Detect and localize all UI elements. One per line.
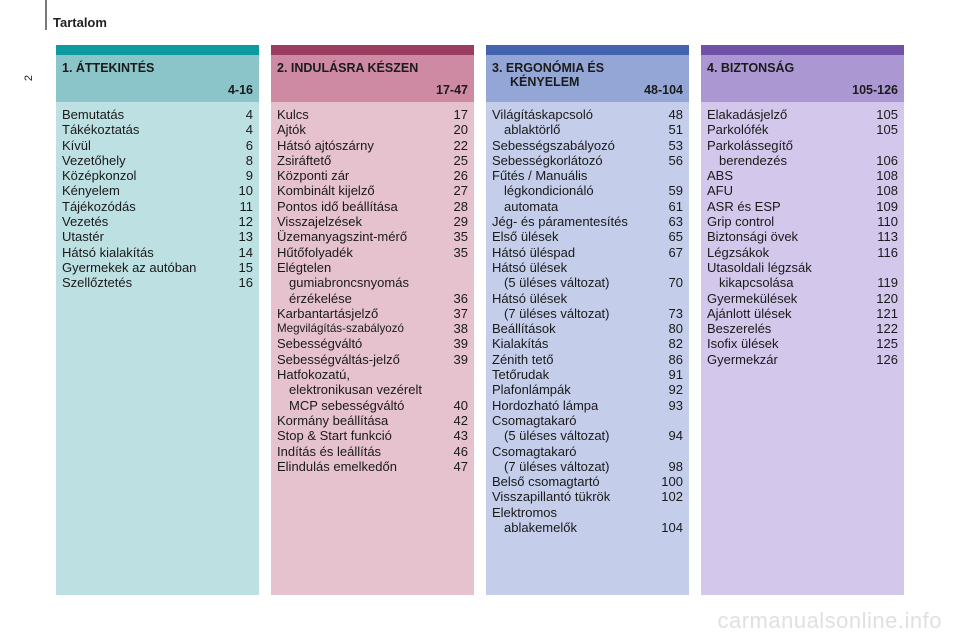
toc-entry-label: Központi zár — [277, 168, 350, 184]
toc-entry[interactable] — [277, 183, 468, 198]
toc-entry[interactable] — [707, 122, 898, 137]
toc-entry-label: Sebességváltó — [277, 336, 363, 352]
toc-entry[interactable] — [277, 336, 468, 351]
section-page-range: 4-16 — [227, 83, 253, 97]
toc-entry-label: Elakadásjelző — [707, 107, 788, 122]
toc-entry[interactable] — [277, 122, 468, 137]
toc-entry-page: 110 — [877, 214, 898, 230]
toc-entry-label: Elektromos — [492, 504, 558, 520]
toc-entry[interactable] — [277, 428, 468, 443]
toc-entry[interactable] — [277, 321, 468, 336]
toc-entry-page — [679, 168, 683, 183]
toc-entry[interactable] — [492, 444, 683, 459]
section-column-4 — [701, 45, 904, 595]
toc-entry[interactable] — [492, 291, 683, 306]
toc-entry[interactable] — [277, 413, 468, 428]
toc-entry-page — [894, 138, 898, 153]
toc-entry-page: 67 — [668, 244, 683, 260]
toc-entry[interactable] — [707, 260, 898, 275]
toc-entry-label: légkondicionáló — [504, 183, 594, 199]
toc-entry-label: Ajánlott ülések — [707, 305, 792, 321]
toc-entry-page: 105 — [876, 107, 898, 122]
toc-entry[interactable] — [277, 168, 468, 183]
toc-entry[interactable] — [62, 138, 253, 153]
toc-list — [271, 102, 474, 474]
toc-entry-label: Tájékozódás — [62, 198, 136, 214]
toc-entry-label: (5 üléses változat) — [504, 275, 610, 291]
toc-entry-page: 39 — [453, 351, 468, 367]
toc-entry-label: ABS — [707, 168, 734, 184]
toc-entry[interactable] — [492, 245, 683, 260]
toc-entry-page: 113 — [877, 229, 898, 245]
toc-entry-label: Hátsó kialakítás — [62, 244, 154, 260]
toc-entry-label: Tetőrudak — [492, 367, 550, 383]
toc-entry-label: Indítás és leállítás — [277, 443, 382, 459]
toc-entry-page: 13 — [238, 229, 253, 245]
toc-entry-page: 92 — [668, 382, 683, 398]
toc-entry-page: 4 — [245, 107, 253, 122]
section-column-2 — [271, 45, 474, 595]
toc-entry[interactable] — [277, 306, 468, 321]
toc-entry[interactable] — [492, 382, 683, 397]
toc-entry-label: elektronikusan vezérelt — [289, 382, 422, 398]
toc-entry[interactable] — [492, 336, 683, 351]
toc-entry[interactable] — [492, 168, 683, 183]
toc-entry[interactable] — [492, 321, 683, 336]
side-rule — [45, 0, 47, 30]
toc-entry-label: berendezés — [719, 152, 787, 168]
toc-entry[interactable] — [492, 122, 683, 137]
toc-entry-label: Belső csomagtartó — [492, 474, 600, 490]
toc-entry-page: 73 — [668, 305, 683, 321]
section-color-bar — [701, 45, 904, 55]
toc-entry-page: 16 — [238, 275, 253, 291]
toc-entry-page: 35 — [453, 244, 468, 260]
toc-entry[interactable] — [492, 214, 683, 229]
toc-entry[interactable] — [707, 306, 898, 321]
toc-entry-page: 6 — [245, 137, 253, 153]
toc-entry[interactable] — [707, 214, 898, 229]
toc-entry[interactable] — [62, 168, 253, 183]
toc-entry[interactable] — [492, 260, 683, 275]
toc-entry-label: Utasoldali légzsák — [707, 259, 812, 275]
toc-entry[interactable] — [707, 275, 898, 290]
toc-entry-label: Jég- és páramentesítés — [492, 214, 628, 230]
toc-entry-label: Sebességkorlátozó — [492, 152, 603, 168]
toc-entry[interactable] — [707, 107, 898, 122]
toc-list — [486, 102, 689, 535]
toc-entry[interactable] — [277, 444, 468, 459]
toc-entry-label: Tákékoztatás — [62, 122, 140, 138]
toc-entry-label: Gyermekülések — [707, 290, 798, 306]
toc-entry[interactable] — [492, 428, 683, 443]
toc-entry-page: 11 — [239, 198, 253, 214]
toc-entry-page: 94 — [668, 428, 683, 444]
toc-entry[interactable] — [62, 107, 253, 122]
toc-entry[interactable] — [62, 183, 253, 198]
toc-entry-label: Zsiráftető — [277, 152, 332, 168]
toc-entry[interactable] — [62, 245, 253, 260]
toc-entry-label: Plafonlámpák — [492, 382, 571, 398]
toc-entry-page: 108 — [876, 168, 898, 184]
toc-entry[interactable] — [492, 352, 683, 367]
toc-entry-page: 53 — [668, 137, 683, 153]
toc-entry-label: Hűtőfolyadék — [277, 244, 353, 260]
toc-entry-label: Világításkapcsoló — [492, 107, 593, 122]
section-title: 1. ÁTTEKINTÉS — [62, 61, 155, 75]
toc-entry-label: Parkolófék — [707, 122, 769, 138]
toc-entry[interactable] — [492, 398, 683, 413]
toc-entry-page — [679, 260, 683, 275]
toc-entry-page: 108 — [876, 183, 898, 199]
toc-entry-label: érzékelése — [289, 290, 352, 306]
toc-entry[interactable] — [62, 260, 253, 275]
toc-entry[interactable] — [62, 229, 253, 244]
toc-entry-page: 17 — [453, 107, 468, 122]
toc-entry[interactable] — [707, 229, 898, 244]
section-page-range: 105-126 — [852, 83, 898, 97]
toc-entry[interactable] — [62, 199, 253, 214]
toc-entry-label: Beszerelés — [707, 321, 772, 337]
toc-entry-page: 10 — [238, 183, 253, 199]
toc-entry-label: MCP sebességváltó — [289, 397, 405, 413]
toc-entry-label: Ajtók — [277, 122, 306, 138]
section-page-range: 48-104 — [644, 83, 683, 97]
toc-entry-label: Kényelem — [62, 183, 120, 199]
toc-entry-label: Utastér — [62, 229, 104, 245]
toc-entry-label: Parkolássegítő — [707, 137, 793, 153]
toc-entry-label: Vezetés — [62, 214, 109, 230]
toc-entry-page: 12 — [238, 214, 253, 230]
toc-entry-page: 126 — [876, 351, 898, 367]
toc-entry-label: Sebességváltás-jelző — [277, 351, 400, 367]
toc-entry[interactable] — [277, 229, 468, 244]
toc-entry-page: 109 — [876, 198, 898, 214]
toc-entry-page: 65 — [668, 229, 683, 245]
toc-entry-page: 63 — [668, 214, 683, 230]
toc-entry[interactable] — [707, 321, 898, 336]
toc-entry-page: 20 — [453, 122, 468, 138]
toc-entry-label: Első ülések — [492, 229, 559, 245]
page-title: Tartalom — [53, 15, 107, 30]
toc-entry-label: ablakemelők — [504, 520, 577, 536]
section-title-line2: KÉNYELEM — [510, 75, 580, 89]
section-color-bar — [271, 45, 474, 55]
toc-entry-page: 36 — [453, 290, 468, 306]
toc-entry-label: Sebességszabályozó — [492, 137, 615, 153]
toc-entry-label: Visszajelzések — [277, 214, 363, 230]
toc-entry-page: 14 — [238, 244, 253, 260]
toc-entry[interactable] — [492, 229, 683, 244]
toc-entry-page: 47 — [453, 458, 468, 474]
toc-entry-page: 39 — [453, 336, 468, 352]
section-header[interactable] — [486, 55, 689, 102]
toc-entry-page: 40 — [453, 397, 468, 413]
toc-entry-page — [679, 444, 683, 459]
toc-entry[interactable] — [492, 107, 683, 122]
toc-entry-label: Bemutatás — [62, 107, 125, 122]
toc-entry-page — [679, 505, 683, 520]
toc-entry-label: (7 üléses változat) — [504, 305, 610, 321]
toc-entry[interactable] — [277, 291, 468, 306]
toc-entry-page: 48 — [668, 107, 683, 122]
toc-entry-page — [679, 291, 683, 306]
toc-entry-page: 43 — [453, 428, 468, 444]
toc-entry-page: 22 — [453, 137, 468, 153]
toc-entry-label: Beállítások — [492, 321, 556, 337]
toc-entry-label: Hátsó üléspad — [492, 244, 576, 260]
toc-entry-page: 120 — [876, 290, 898, 306]
toc-entry-label: (5 üléses változat) — [504, 428, 610, 444]
toc-entry-label: Karbantartásjelző — [277, 305, 379, 321]
toc-entry-page: 4 — [245, 122, 253, 138]
toc-list — [701, 102, 904, 367]
toc-entry-page: 28 — [453, 198, 468, 214]
toc-entry-label: Kialakítás — [492, 336, 549, 352]
toc-entry[interactable] — [492, 275, 683, 290]
toc-entry-label: Biztonsági övek — [707, 229, 799, 245]
toc-entry-page — [464, 260, 468, 275]
toc-entry-label: Középkonzol — [62, 168, 137, 184]
toc-entry-label: Isofix ülések — [707, 336, 779, 352]
toc-entry[interactable] — [277, 352, 468, 367]
toc-entry-page: 105 — [876, 122, 898, 138]
section-header[interactable] — [701, 55, 904, 102]
toc-entry-label: Hátsó ülések — [492, 290, 568, 306]
toc-entry-label: Stop & Start funkció — [277, 428, 392, 444]
section-column-1 — [56, 45, 259, 595]
section-title: 4. BIZTONSÁG — [707, 61, 795, 75]
toc-entry-page — [464, 275, 468, 290]
toc-entry-page: 61 — [668, 198, 683, 214]
toc-entry[interactable] — [277, 107, 468, 122]
toc-entry-label: Hátsó ajtószárny — [277, 137, 374, 153]
toc-entry-page: 80 — [668, 321, 683, 337]
toc-entry-page: 104 — [661, 520, 683, 536]
section-page-range: 17-47 — [436, 83, 468, 97]
toc-entry[interactable] — [277, 138, 468, 153]
toc-entry-label: Megvilágítás-szabályozó — [277, 322, 404, 336]
toc-entry-page — [464, 382, 468, 397]
toc-entry[interactable] — [62, 122, 253, 137]
toc-entry-page: 122 — [876, 321, 898, 337]
toc-entry-page: 37 — [453, 305, 468, 321]
section-color-bar — [486, 45, 689, 55]
toc-entry-page: 91 — [668, 367, 683, 383]
toc-entry[interactable] — [492, 505, 683, 520]
section-header[interactable] — [56, 55, 259, 102]
toc-entry[interactable] — [277, 214, 468, 229]
toc-entry-label: Szellőztetés — [62, 275, 133, 291]
toc-entry-label: Gyermekek az autóban — [62, 259, 197, 275]
toc-entry-page: 106 — [876, 152, 898, 168]
toc-entry-page: 27 — [453, 183, 468, 199]
toc-entry[interactable] — [492, 183, 683, 198]
toc-entry-page: 56 — [668, 152, 683, 168]
toc-entry[interactable] — [277, 153, 468, 168]
toc-entry[interactable] — [492, 413, 683, 428]
toc-entry[interactable] — [707, 199, 898, 214]
toc-entry[interactable] — [707, 183, 898, 198]
toc-entry-page: 51 — [668, 122, 683, 138]
toc-entry-page: 102 — [661, 489, 683, 505]
toc-entry[interactable] — [707, 336, 898, 351]
toc-entry-page — [464, 367, 468, 382]
toc-entry-page: 121 — [876, 305, 898, 321]
toc-entry[interactable] — [707, 291, 898, 306]
toc-entry-page: 125 — [876, 336, 898, 352]
toc-entry[interactable] — [707, 138, 898, 153]
toc-entry-page: 70 — [668, 275, 683, 291]
toc-entry-page: 15 — [238, 259, 253, 275]
toc-entry[interactable] — [277, 382, 468, 397]
toc-entry[interactable] — [277, 367, 468, 382]
toc-entry-label: Grip control — [707, 214, 775, 230]
toc-entry[interactable] — [707, 352, 898, 367]
toc-entry[interactable] — [277, 245, 468, 260]
toc-entry-label: Hatfokozatú, — [277, 367, 350, 383]
toc-entry[interactable] — [277, 199, 468, 214]
toc-entry-page — [894, 260, 898, 275]
toc-entry[interactable] — [492, 489, 683, 504]
toc-entry-label: (7 üléses változat) — [504, 458, 610, 474]
toc-entry-page: 26 — [453, 168, 468, 184]
toc-entry-label: Kombinált kijelző — [277, 183, 375, 199]
toc-entry[interactable] — [277, 459, 468, 474]
toc-entry[interactable] — [707, 168, 898, 183]
toc-entry-label: Csomagtakaró — [492, 412, 577, 428]
toc-entry-label: Gyermekzár — [707, 351, 778, 367]
toc-entry-label: Zénith tető — [492, 351, 554, 367]
toc-entry[interactable] — [492, 199, 683, 214]
toc-entry-label: ASR és ESP — [707, 198, 781, 214]
toc-entry-label: Vezetőhely — [62, 152, 126, 168]
toc-entry[interactable] — [492, 459, 683, 474]
toc-entry-label: Hordozható lámpa — [492, 397, 599, 413]
toc-entry-page: 86 — [668, 351, 683, 367]
toc-entry-page: 100 — [661, 474, 683, 490]
toc-entry-label: ablaktörlő — [504, 122, 561, 138]
section-header[interactable] — [271, 55, 474, 102]
toc-entry-label: Fűtés / Manuális — [492, 168, 588, 184]
toc-entry[interactable] — [62, 153, 253, 168]
toc-entry[interactable] — [277, 260, 468, 275]
toc-entry-label: automata — [504, 198, 559, 214]
toc-list — [56, 102, 259, 291]
toc-entry-label: AFU — [707, 183, 733, 199]
page-number: 2 — [23, 74, 36, 82]
toc-entry-page — [679, 413, 683, 428]
toc-entry[interactable] — [492, 306, 683, 321]
toc-entry-page: 38 — [453, 321, 468, 337]
toc-entry-page: 46 — [453, 443, 468, 459]
toc-entry-label: Kormány beállítása — [277, 412, 389, 428]
toc-entry[interactable] — [277, 275, 468, 290]
toc-entry-label: Légzsákok — [707, 244, 770, 260]
toc-entry-label: gumiabroncsnyomás — [289, 275, 409, 291]
toc-entry-page: 9 — [245, 168, 253, 184]
toc-entry-label: Hátsó ülések — [492, 259, 568, 275]
toc-entry[interactable] — [492, 520, 683, 535]
section-column-3 — [486, 45, 689, 595]
toc-entry-label: Üzemanyagszint-mérő — [277, 229, 408, 245]
toc-entry-page: 119 — [877, 275, 898, 291]
toc-entry-label: Elégtelen — [277, 259, 332, 275]
toc-entry-label: Elindulás emelkedőn — [277, 458, 397, 474]
toc-entry[interactable] — [492, 367, 683, 382]
toc-entry[interactable] — [492, 474, 683, 489]
section-color-bar — [56, 45, 259, 55]
toc-entry-page: 82 — [668, 336, 683, 352]
toc-entry[interactable] — [492, 138, 683, 153]
toc-entry[interactable] — [62, 275, 253, 290]
toc-entry-page: 98 — [668, 458, 683, 474]
toc-entry-label: Kulcs — [277, 107, 309, 122]
toc-entry-page: 59 — [668, 183, 683, 199]
toc-entry[interactable] — [277, 398, 468, 413]
toc-entry-label: kikapcsolása — [719, 275, 794, 291]
watermark: carmanualsonline.info — [717, 608, 942, 633]
toc-entry-page: 25 — [453, 152, 468, 168]
section-title: 3. ERGONÓMIA ÉS — [492, 61, 605, 75]
toc-entry-page: 116 — [877, 244, 898, 260]
toc-entry[interactable] — [707, 245, 898, 260]
toc-entry-page: 29 — [453, 214, 468, 230]
toc-entry-page: 93 — [668, 397, 683, 413]
toc-entry-label: Pontos idő beállítása — [277, 198, 398, 214]
toc-entry-page: 8 — [245, 152, 253, 168]
toc-entry[interactable] — [62, 214, 253, 229]
toc-entry[interactable] — [492, 153, 683, 168]
toc-entry-page: 42 — [453, 412, 468, 428]
toc-entry-page: 35 — [453, 229, 468, 245]
toc-entry-label: Visszapillantó tükrök — [492, 489, 611, 505]
section-title: 2. INDULÁSRA KÉSZEN — [277, 61, 419, 75]
toc-entry-label: Csomagtakaró — [492, 443, 577, 459]
toc-entry[interactable] — [707, 153, 898, 168]
toc-entry-label: Kívül — [62, 137, 91, 153]
